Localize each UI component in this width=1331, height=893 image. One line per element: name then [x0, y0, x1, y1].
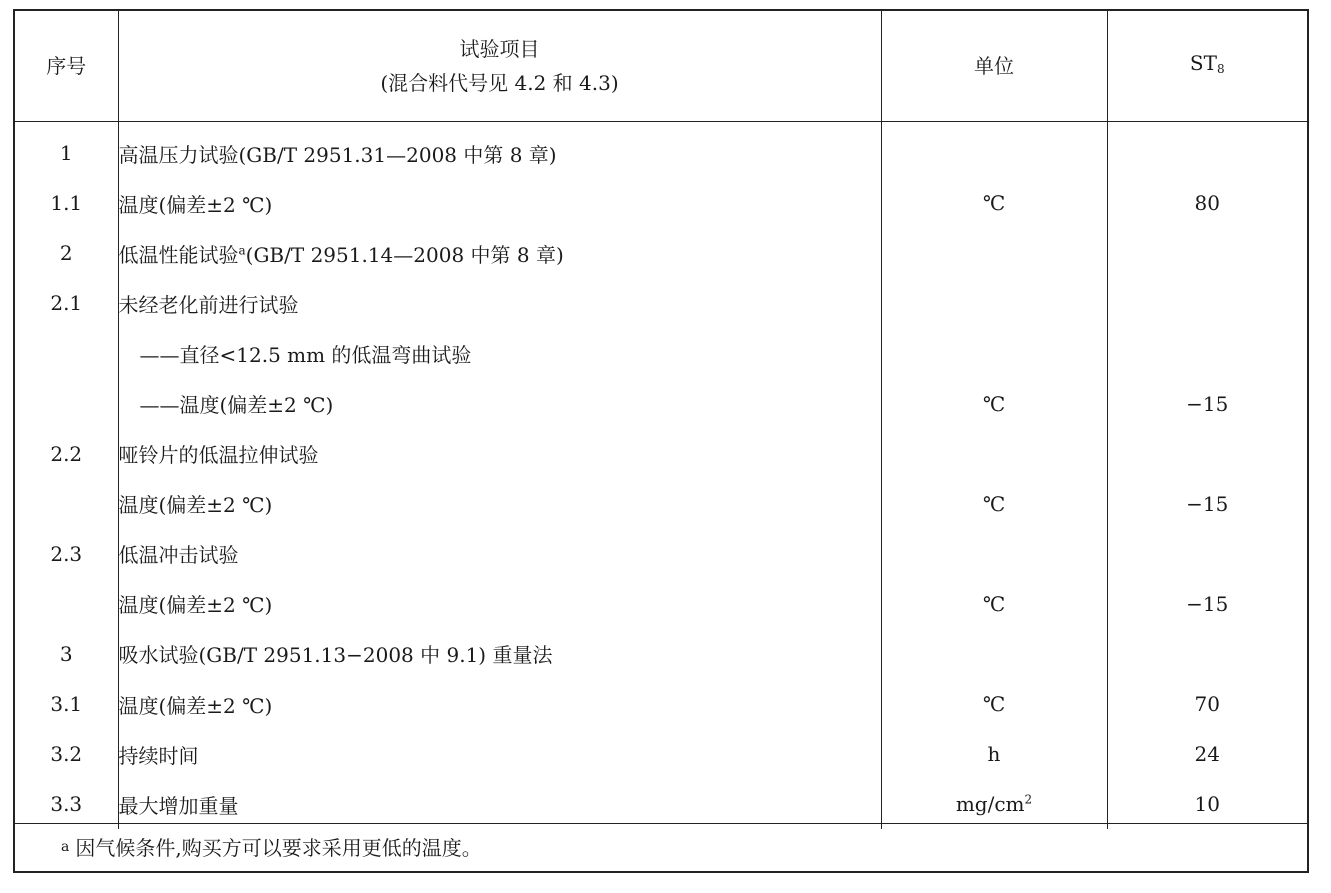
table-row — [15, 629, 1307, 679]
row-item: 低温冲击试验 — [118, 529, 881, 579]
row-value — [1107, 228, 1307, 278]
row-unit-main: mg/cm — [955, 792, 1025, 817]
row-item: 持续时间 — [118, 729, 881, 779]
row-value — [1107, 278, 1307, 328]
row-no — [15, 378, 118, 428]
header-item — [118, 11, 881, 122]
header-item-title: 试验项目 — [459, 37, 540, 61]
header-item-note: (混合料代号见 4.2 和 4.3) — [380, 71, 619, 95]
header-no: 序号 — [15, 11, 118, 122]
table-row — [15, 429, 1307, 479]
row-item: 温度(偏差±2 ℃) — [118, 679, 881, 729]
row-unit: ℃ — [881, 479, 1107, 529]
table-row — [15, 779, 1307, 829]
row-item-ref: (GB/T 2951.14—2008 中第 8 章) — [245, 242, 564, 267]
row-item: 温度(偏差±2 ℃) — [118, 579, 881, 629]
footnote-mark: a — [61, 839, 70, 855]
table-row — [15, 479, 1307, 529]
row-unit — [881, 429, 1107, 479]
row-value: 24 — [1107, 729, 1307, 779]
row-value: 80 — [1107, 178, 1307, 228]
row-unit — [881, 228, 1107, 278]
header-value — [1107, 11, 1307, 122]
footnote-text: 因气候条件,购买方可以要求采用更低的温度。 — [75, 836, 482, 860]
row-value: −15 — [1107, 479, 1307, 529]
row-value — [1107, 328, 1307, 378]
row-value — [1107, 529, 1307, 579]
row-unit: ℃ — [881, 178, 1107, 228]
row-unit — [881, 122, 1107, 179]
row-no — [15, 328, 118, 378]
table-row — [15, 729, 1307, 779]
row-item: 未经老化前进行试验 — [118, 278, 881, 328]
row-unit: h — [881, 729, 1107, 779]
row-no — [15, 479, 118, 529]
table-row — [15, 122, 1307, 179]
row-unit — [881, 779, 1107, 829]
row-item — [118, 228, 881, 278]
row-value — [1107, 629, 1307, 679]
table-row — [15, 178, 1307, 228]
header-value-sub: 8 — [1216, 62, 1225, 76]
row-item: 高温压力试验(GB/T 2951.31—2008 中第 8 章) — [118, 122, 881, 179]
row-value: 70 — [1107, 679, 1307, 729]
row-unit — [881, 629, 1107, 679]
row-no — [15, 579, 118, 629]
row-no: 2.3 — [50, 541, 83, 566]
row-no: 1.1 — [50, 191, 83, 216]
row-unit — [881, 328, 1107, 378]
row-value: 10 — [1107, 779, 1307, 829]
row-unit — [881, 278, 1107, 328]
spec-table — [15, 11, 1307, 829]
footnote — [15, 823, 1307, 871]
table-row — [15, 529, 1307, 579]
row-item: ——温度(偏差±2 ℃) — [118, 378, 881, 428]
row-no: 2.2 — [50, 441, 83, 466]
table-row — [15, 278, 1307, 328]
table-row — [15, 679, 1307, 729]
row-value: −15 — [1107, 378, 1307, 428]
row-item: 温度(偏差±2 ℃) — [118, 479, 881, 529]
row-item: 哑铃片的低温拉伸试验 — [118, 429, 881, 479]
row-unit: ℃ — [881, 378, 1107, 428]
table-row — [15, 328, 1307, 378]
row-item: 温度(偏差±2 ℃) — [118, 178, 881, 228]
row-value: −15 — [1107, 579, 1307, 629]
row-no: 2.1 — [50, 291, 83, 316]
spec-table-frame — [13, 9, 1309, 873]
row-item: 最大增加重量 — [118, 779, 881, 829]
row-item-text: 低温性能试验 — [118, 242, 239, 267]
row-item: ——直径<12.5 mm 的低温弯曲试验 — [118, 328, 881, 378]
row-unit: ℃ — [881, 679, 1107, 729]
row-unit: ℃ — [881, 579, 1107, 629]
header-unit: 单位 — [881, 11, 1107, 122]
table-row — [15, 579, 1307, 629]
row-no: 1 — [59, 141, 73, 166]
table-row — [15, 378, 1307, 428]
row-no: 2 — [59, 241, 73, 266]
header-row — [15, 11, 1307, 122]
row-value — [1107, 122, 1307, 179]
footnote-ref: a — [238, 243, 246, 258]
row-no: 3.1 — [50, 692, 83, 717]
row-no: 3.2 — [50, 742, 83, 767]
row-item: 吸水试验(GB/T 2951.13−2008 中 9.1) 重量法 — [118, 629, 881, 679]
row-no: 3 — [59, 641, 73, 666]
row-no: 3.3 — [50, 792, 83, 817]
row-unit — [881, 529, 1107, 579]
table-row — [15, 228, 1307, 278]
row-unit-exponent: 2 — [1024, 792, 1033, 807]
row-value — [1107, 429, 1307, 479]
header-value-main: ST — [1189, 51, 1217, 75]
